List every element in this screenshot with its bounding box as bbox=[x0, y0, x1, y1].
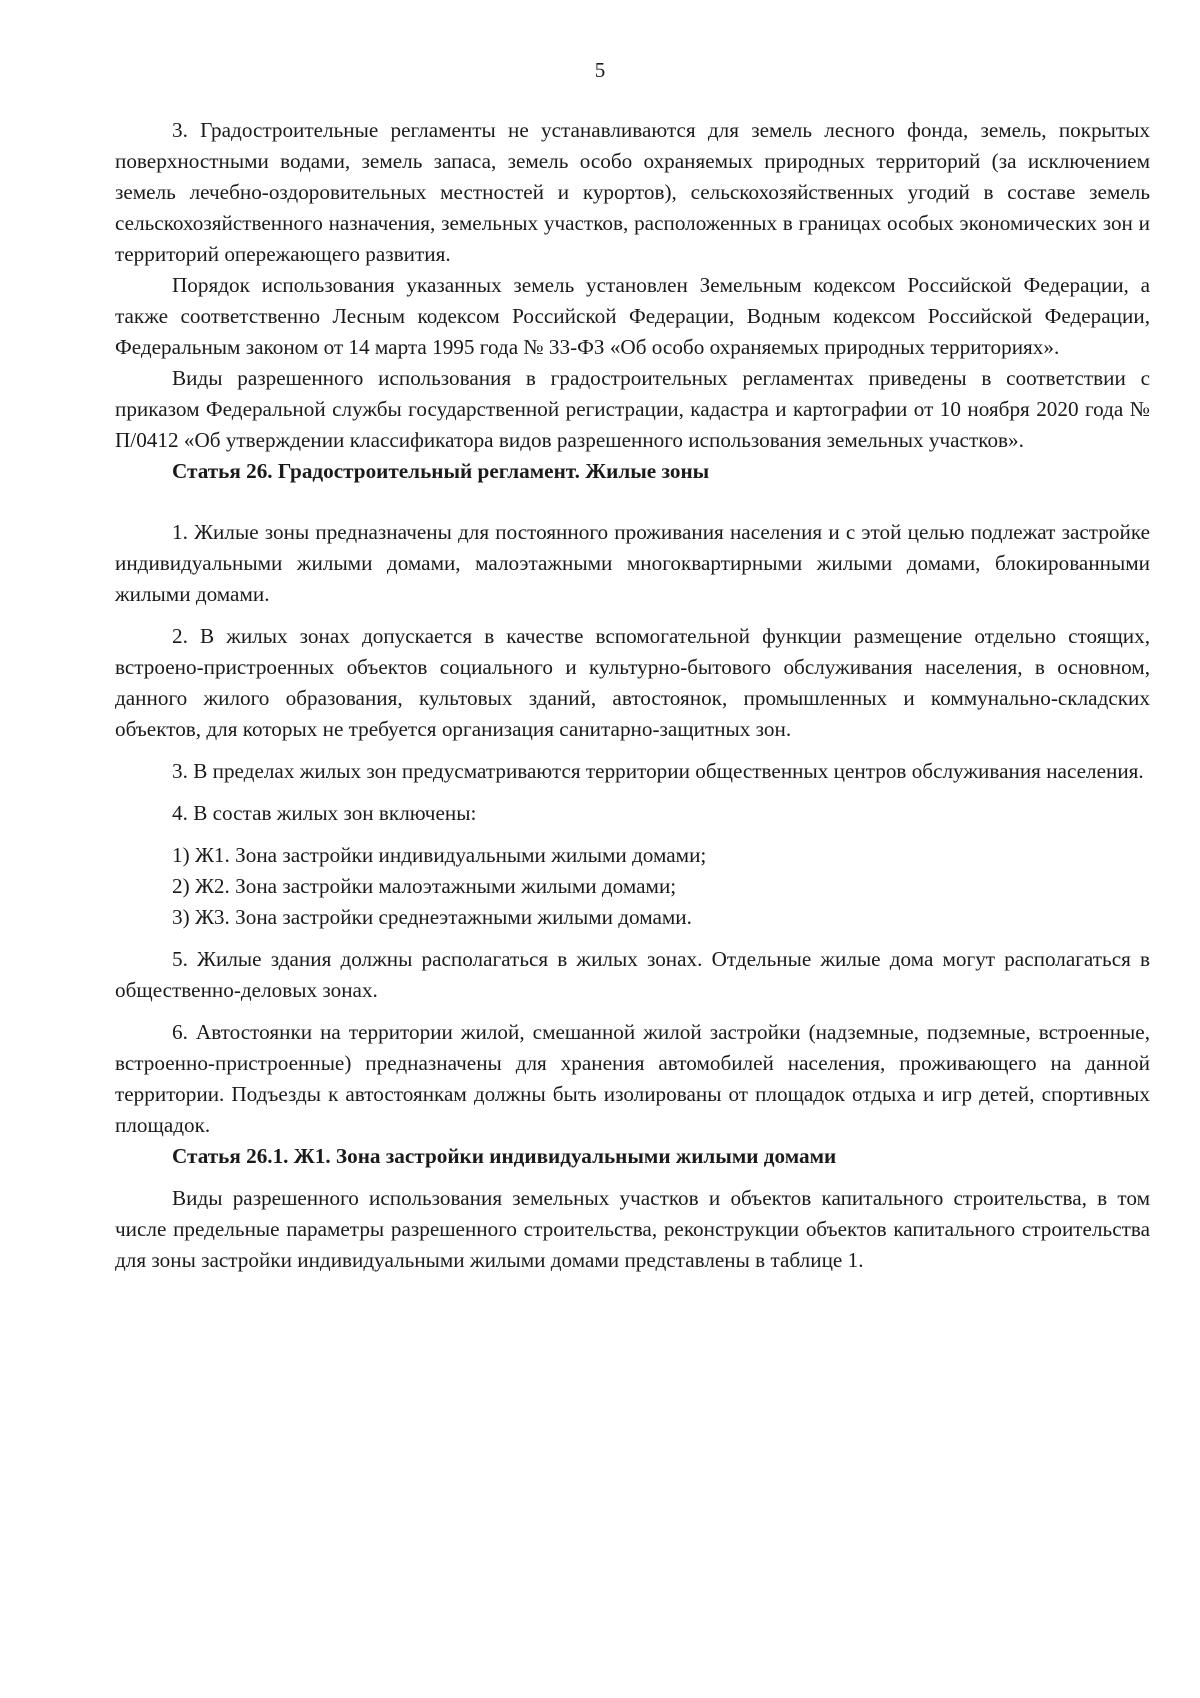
paragraph-land-use-order: Порядок использования указанных земель установлен Земельным кодексом Российской Федерации, а также соответственно Лесным кодексом Российской Федерации, Водным кодексом Российской Федерации, Федеральным законом от 14 марта 1995 года № 33-ФЗ «Об особо охраняемых природных территориях». bbox=[115, 273, 1150, 359]
list-item: 3) Ж3. Зона застройки среднеэтажными жилыми домами. bbox=[172, 905, 692, 929]
zone-list bbox=[115, 840, 1150, 933]
article-26-item-6: 6. Автостоянки на территории жилой, смешанной жилой застройки (надземные, подземные, встроенные, встроенно-пристроенные) предназначены для хранения автомобилей населения, проживающего на данной территории. Подъезды к автостоянкам должны быть изолированы от площадок отдыха и игр детей, спортивных площадок. bbox=[115, 1020, 1150, 1137]
paragraph-regulations-not-established: 3. Градостроительные регламенты не устанавливаются для земель лесного фонда, земель, покрытых поверхностными водами, земель запаса, земель особо охраняемых природных территорий (за исключением земель лечебно-оздоровительных местностей и курортов), сельскохозяйственных угодий в составе земель сельскохозяйственного назначения, земельных участков, расположенных в границах особых экономических зон и территорий опережающего развития. bbox=[115, 118, 1150, 266]
article-26-heading: Статья 26. Градостроительный регламент. Жилые зоны bbox=[172, 459, 710, 483]
article-26-item-5: 5. Жилые здания должны располагаться в жилых зонах. Отдельные жилые дома могут располагаться в общественно-деловых зонах. bbox=[115, 947, 1150, 1002]
list-item: 1) Ж1. Зона застройки индивидуальными жилыми домами; bbox=[172, 843, 707, 867]
article-26-1-paragraph: Виды разрешенного использования земельных участков и объектов капитального строительства, в том числе предельные параметры разрешенного строительства, реконструкции объектов капитального строительства для зоны застройки индивидуальными жилыми домами представлены в таблице 1. bbox=[115, 1186, 1150, 1272]
document-body bbox=[115, 115, 1150, 1276]
article-26-item-3: 3. В пределах жилых зон предусматриваются территории общественных центров обслуживания населения. bbox=[172, 759, 1144, 783]
article-26-1-heading: Статья 26.1. Ж1. Зона застройки индивидуальными жилыми домами bbox=[172, 1144, 837, 1168]
article-26-item-4: 4. В состав жилых зон включены: bbox=[172, 801, 477, 825]
article-26-item-1: 1. Жилые зоны предназначены для постоянного проживания населения и с этой целью подлежат застройке индивидуальными жилыми домами, малоэтажными многоквартирными жилыми домами, блокированными жилыми домами. bbox=[115, 520, 1150, 606]
paragraph-permitted-use-types: Виды разрешенного использования в градостроительных регламентах приведены в соответствии с приказом Федеральной службы государственной регистрации, кадастра и картографии от 10 ноября 2020 года № П/0412 «Об утверждении классификатора видов разрешенного использования земельных участков». bbox=[115, 366, 1150, 452]
article-26-item-2: 2. В жилых зонах допускается в качестве вспомогательной функции размещение отдельно стоящих, встроено-пристроенных объектов социального и культурно-бытового обслуживания населения, в основном, данного жилого образования, культовых зданий, автостоянок, промышленных и коммунально-складских объектов, для которых не требуется организация санитарно-защитных зон. bbox=[115, 624, 1150, 741]
page-number: 5 bbox=[594, 58, 606, 82]
list-item: 2) Ж2. Зона застройки малоэтажными жилыми домами; bbox=[172, 874, 677, 898]
